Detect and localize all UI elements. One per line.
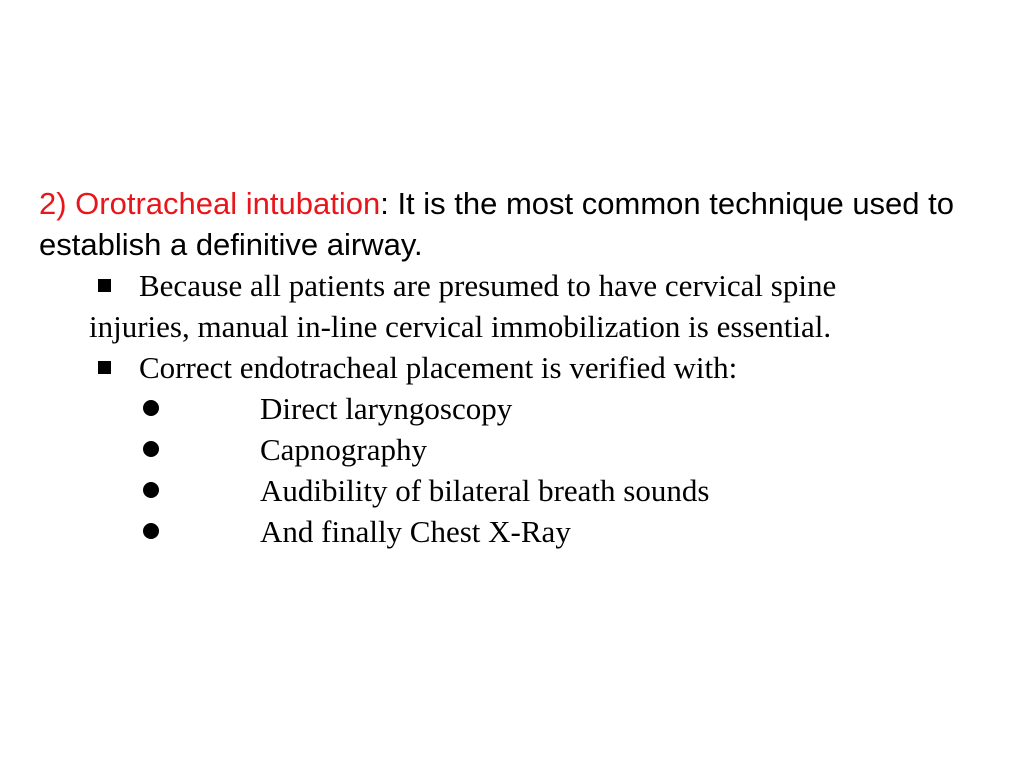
sub-bullet-4: And finally Chest X-Ray — [260, 514, 571, 549]
sub-bullet-1: Direct laryngoscopy — [260, 391, 513, 426]
heading-paragraph — [39, 183, 999, 265]
bullet-1-line-1: Because all patients are presumed to have cervical spine — [139, 268, 837, 303]
square-bullet-icon — [98, 279, 111, 292]
sub-bullet-2: Capnography — [260, 432, 428, 467]
bullet-1-line-2: injuries, manual in-line cervical immobilization is essential. — [89, 309, 832, 344]
heading-separator: : — [380, 186, 389, 221]
bullet-2-line-1: Correct endotracheal placement is verified with: — [139, 350, 738, 385]
round-bullet-icon — [143, 523, 159, 539]
round-bullet-icon — [143, 482, 159, 498]
square-bullet-icon — [98, 361, 111, 374]
sub-bullet-3: Audibility of bilateral breath sounds — [260, 473, 710, 508]
heading-text: It is the most common technique used to establish a definitive airway. — [39, 186, 955, 262]
round-bullet-icon — [143, 400, 159, 416]
round-bullet-icon — [143, 441, 159, 457]
heading-label: 2) Orotracheal intubation — [39, 186, 381, 221]
